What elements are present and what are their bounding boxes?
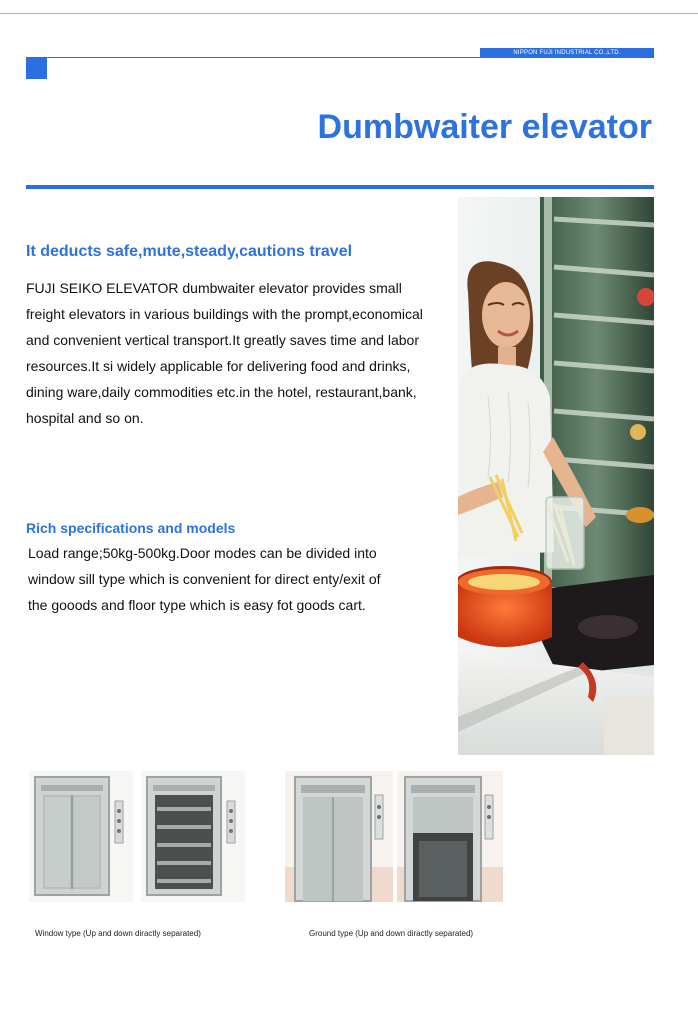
section1-heading: It deducts safe,mute,steady,cautions travel xyxy=(26,243,353,260)
header-line xyxy=(26,57,654,58)
paragraph-line: hospital and so on. xyxy=(26,410,144,426)
section2-paragraph xyxy=(28,540,448,618)
paragraph-line: the gooods and floor type which is easy fot goods cart. xyxy=(28,597,366,613)
top-rule xyxy=(0,13,698,14)
ground-type-closed-photo xyxy=(285,771,393,902)
paragraph-line: FUJI SEIKO ELEVATOR dumbwaiter elevator provides small xyxy=(26,280,402,296)
window-type-closed-photo xyxy=(29,771,133,902)
ground-type-open-photo xyxy=(397,771,503,902)
kitchen-photo xyxy=(458,197,654,755)
paragraph-line: Load range;50kg-500kg.Door modes can be divided into xyxy=(28,545,377,561)
paragraph-line: freight elevators in various buildings with the prompt,economical xyxy=(26,306,423,322)
window-type-caption: Window type (Up and down diractly separated) xyxy=(35,929,201,938)
section1-paragraph xyxy=(26,275,446,431)
page-title: Dumbwaiter elevator xyxy=(317,108,652,146)
corner-square xyxy=(26,58,47,79)
company-name: NIPPON FUJI INDUSTRIAL CO.,LTD. xyxy=(513,50,621,56)
title-divider xyxy=(26,185,654,189)
paragraph-line: window sill type which is convenient for direct enty/exit of xyxy=(28,571,381,587)
paragraph-line: resources.It si widely applicable for delivering food and drinks, xyxy=(26,358,411,374)
paragraph-line: and convenient vertical transport.It greatly saves time and labor xyxy=(26,332,419,348)
paragraph-line: dining ware,daily commodities etc.in the hotel, restaurant,bank, xyxy=(26,384,417,400)
section2-heading: Rich specifications and models xyxy=(26,520,236,536)
window-type-open-photo xyxy=(141,771,245,902)
ground-type-caption: Ground type (Up and down diractly separated) xyxy=(309,929,474,938)
